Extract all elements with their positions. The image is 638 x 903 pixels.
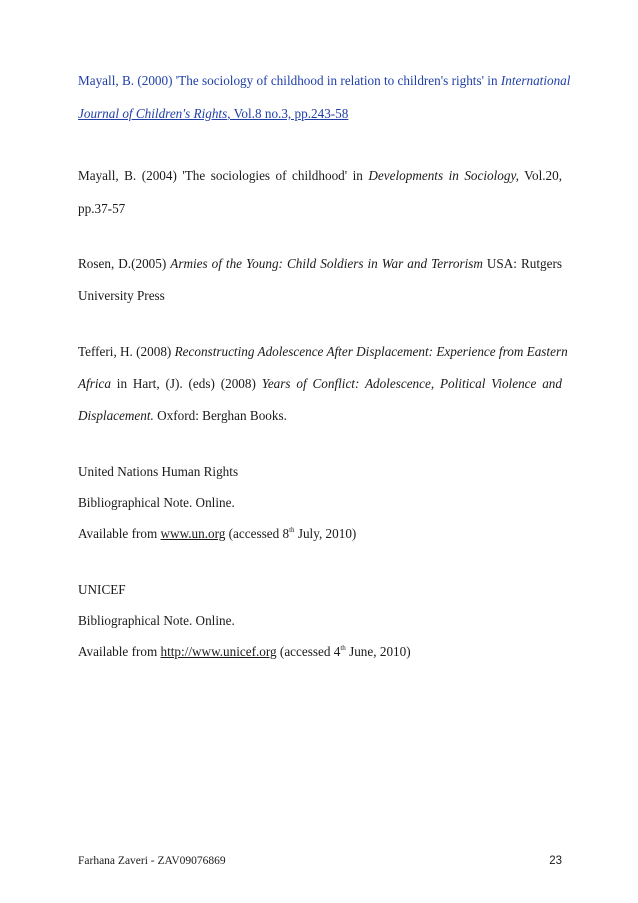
reference-unicef-line-2 xyxy=(78,613,562,629)
reference-chapter-title: Reconstructing Adolescence After Displacement: Experience from Eastern xyxy=(174,344,568,359)
ordinal-suffix: th xyxy=(340,644,346,652)
reference-unicef-line-1 xyxy=(78,582,562,598)
reference-un-line-2 xyxy=(78,495,562,511)
reference-text: Available from xyxy=(78,644,161,659)
un-website-link[interactable]: www.un.org xyxy=(160,526,226,541)
reference-text: Oxford: Berghan Books. xyxy=(153,408,287,423)
reference-book-title: Years of Conflict: Adolescence, Political Violence and xyxy=(261,376,562,391)
reference-journal-title: International xyxy=(500,73,571,88)
reference-unicef-line-3 xyxy=(78,644,562,660)
ordinal-suffix: th xyxy=(289,526,295,534)
reference-text: UNICEF xyxy=(78,582,126,597)
reference-text: United Nations Human Rights xyxy=(78,464,239,479)
reference-text: Bibliographical Note. Online. xyxy=(78,613,235,628)
reference-un-line-3 xyxy=(78,526,562,542)
reference-text: University Press xyxy=(78,288,165,303)
reference-journal-title: Developments in Sociology, xyxy=(368,168,519,183)
reference-rosen-2005-line-2 xyxy=(78,288,562,304)
reference-text: Tefferi, H. (2008) xyxy=(78,344,175,359)
reference-mayall-2000-line-2[interactable] xyxy=(78,106,562,122)
reference-text: in Hart, (J). (eds) (2008) xyxy=(110,376,262,391)
unicef-website-link[interactable]: http://www.unicef.org xyxy=(160,644,277,659)
reference-text: Vol.20, xyxy=(518,168,563,183)
reference-text: , Vol.8 no.3, pp.243-58 xyxy=(227,106,349,121)
reference-mayall-2000-line-1[interactable] xyxy=(78,73,571,89)
reference-tefferi-2008-line-2 xyxy=(78,376,562,392)
footer-author: Farhana Zaveri - ZAV09076869 xyxy=(78,855,226,867)
reference-text: Rosen, D.(2005) xyxy=(78,256,171,271)
reference-book-title: Armies of the Young: Child Soldiers in War and Terrorism xyxy=(170,256,483,271)
reference-text: July, 2010) xyxy=(294,526,357,541)
reference-text: June, 2010) xyxy=(345,644,411,659)
reference-book-title: Displacement. xyxy=(78,408,154,423)
reference-text: pp.37-57 xyxy=(78,201,126,216)
reference-mayall-2004-line-1 xyxy=(78,168,562,184)
reference-tefferi-2008-line-3 xyxy=(78,408,562,424)
reference-text: (accessed 4 xyxy=(276,644,341,659)
reference-journal-title: Journal of Children's Rights xyxy=(78,106,228,121)
reference-text: Mayall, B. (2004) 'The sociologies of childhood' in xyxy=(78,168,369,183)
reference-chapter-title: Africa xyxy=(78,376,111,391)
reference-un-line-1 xyxy=(78,464,562,480)
reference-text: Available from xyxy=(78,526,161,541)
reference-text: USA: Rutgers xyxy=(482,256,562,271)
reference-text: (accessed 8 xyxy=(225,526,290,541)
reference-rosen-2005-line-1 xyxy=(78,256,562,272)
reference-text: Mayall, B. (2000) 'The sociology of childhood in relation to children's rights' in xyxy=(78,73,501,88)
reference-tefferi-2008-line-1 xyxy=(78,344,568,360)
reference-mayall-2004-line-2 xyxy=(78,201,562,217)
reference-text: Bibliographical Note. Online. xyxy=(78,495,235,510)
page-number: 23 xyxy=(549,855,562,867)
